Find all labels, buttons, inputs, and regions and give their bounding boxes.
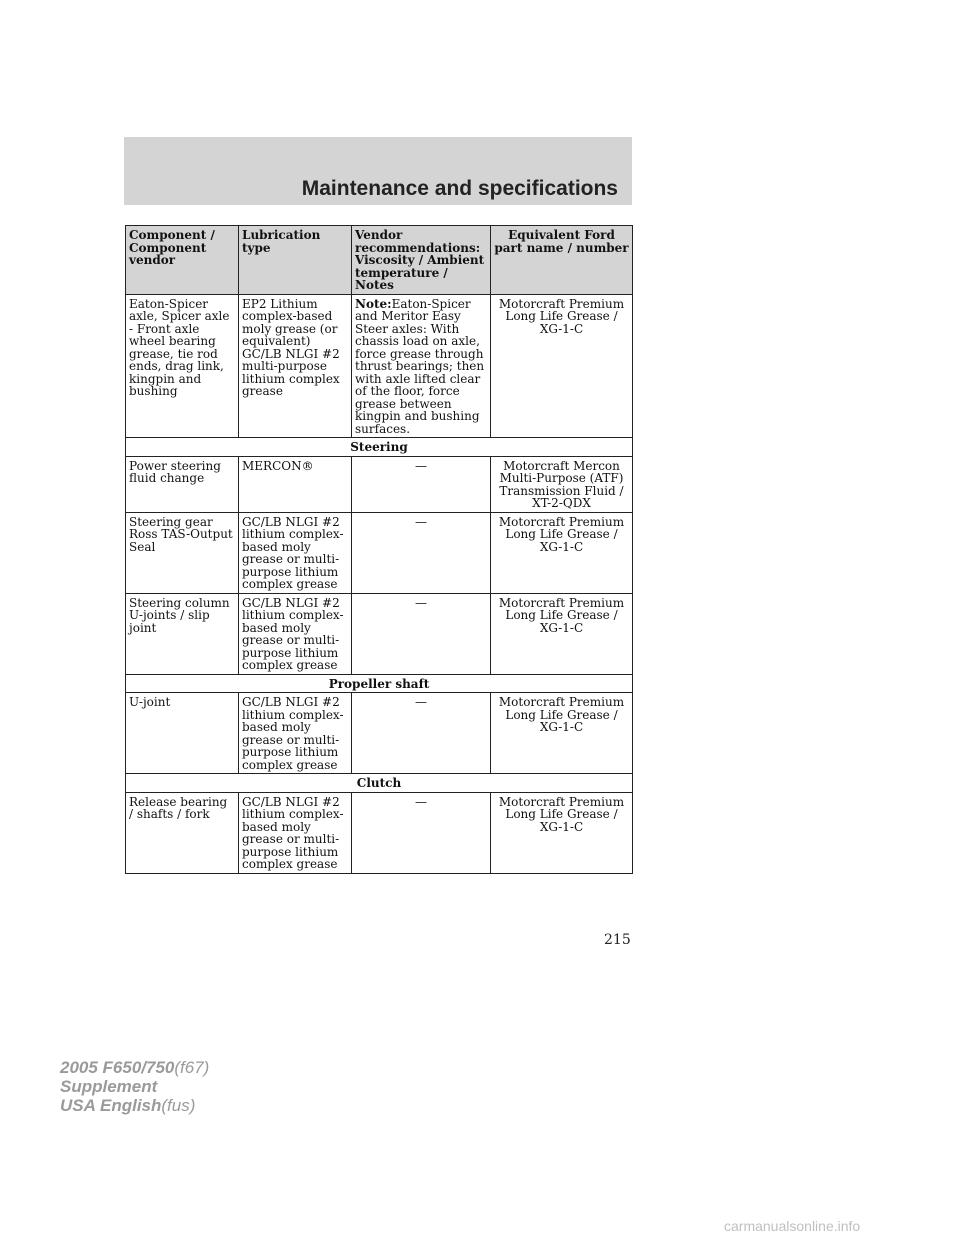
- column-header-lubrication: Lubrication type: [239, 226, 352, 295]
- cell-component: Power steering fluid change: [126, 456, 239, 512]
- cell-lubrication: GC/LB NLGI #2 lithium complex-based moly grease or multi-purpose lithium complex grease: [239, 593, 352, 674]
- table-row: [126, 693, 633, 774]
- cell-vendor: [352, 294, 491, 438]
- cell-lubrication: GC/LB NLGI #2 lithium complex-based moly grease or multi-purpose lithium complex grease: [239, 792, 352, 873]
- footer-model-code: (f67): [174, 1058, 210, 1077]
- cell-vendor: —: [352, 456, 491, 512]
- table-row: [126, 792, 633, 873]
- cell-lubrication: GC/LB NLGI #2 lithium complex-based moly grease or multi-purpose lithium complex grease: [239, 693, 352, 774]
- table-row: [126, 593, 633, 674]
- section-steering: Steering: [126, 438, 633, 457]
- column-header-component: Component / Component vendor: [126, 226, 239, 295]
- section-clutch: Clutch: [126, 774, 633, 793]
- cell-lubrication: EP2 Lithium complex-based moly grease (or equivalent) GC/LB NLGI #2 multi-purpose lithium complex grease: [239, 294, 352, 438]
- cell-ford-part: Motorcraft Premium Long Life Grease / XG-1-C: [491, 294, 633, 438]
- section-propeller-shaft: Propeller shaft: [126, 674, 633, 693]
- cell-lubrication: GC/LB NLGI #2 lithium complex-based moly grease or multi-purpose lithium complex grease: [239, 512, 352, 593]
- footer-lang-code: (fus): [161, 1096, 196, 1115]
- cell-ford-part: Motorcraft Premium Long Life Grease / XG-1-C: [491, 792, 633, 873]
- column-header-vendor: Vendor recommendations: Viscosity / Ambient temperature / Notes: [352, 226, 491, 295]
- cell-lubrication: MERCON®: [239, 456, 352, 512]
- cell-component: Eaton-Spicer axle, Spicer axle - Front axle wheel bearing grease, tie rod ends, drag link, kingpin and bushing: [126, 294, 239, 438]
- cell-vendor: —: [352, 593, 491, 674]
- cell-component: Steering gear Ross TAS-Output Seal: [126, 512, 239, 593]
- lubrication-spec-table: [125, 225, 633, 874]
- cell-component: Release bearing / shafts / fork: [126, 792, 239, 873]
- table-header-row: [126, 226, 633, 295]
- watermark: carmanualsonline.info: [724, 1218, 861, 1234]
- cell-vendor: —: [352, 792, 491, 873]
- footer-lang: USA English: [60, 1096, 162, 1115]
- section-row: [126, 438, 633, 457]
- cell-vendor: —: [352, 693, 491, 774]
- footer-model-line: [60, 1058, 209, 1077]
- section-row: [126, 774, 633, 793]
- cell-component: U-joint: [126, 693, 239, 774]
- footer-lang-line: [60, 1096, 209, 1115]
- note-label: Note:: [355, 296, 392, 311]
- cell-ford-part: Motorcraft Premium Long Life Grease / XG-1-C: [491, 693, 633, 774]
- cell-ford-part: Motorcraft Premium Long Life Grease / XG-1-C: [491, 593, 633, 674]
- footer-doc: Supplement: [60, 1077, 158, 1096]
- column-header-ford-part: Equivalent Ford part name / number: [491, 226, 633, 295]
- cell-component: Steering column U-joints / slip joint: [126, 593, 239, 674]
- header-band: [124, 137, 632, 205]
- table-row: [126, 456, 633, 512]
- document-footer: [60, 1058, 209, 1115]
- page-number: 215: [604, 932, 631, 948]
- page-title: Maintenance and specifications: [301, 177, 618, 200]
- note-text: Eaton-Spicer and Meritor Easy Steer axles: With chassis load on axle, force grease through thrust bearings; then with axle lifted clear of the floor, force grease between kingpin and bushing surfaces.: [355, 296, 485, 436]
- cell-vendor: —: [352, 512, 491, 593]
- section-row: [126, 674, 633, 693]
- table-row: [126, 512, 633, 593]
- cell-ford-part: Motorcraft Premium Long Life Grease / XG-1-C: [491, 512, 633, 593]
- table-row: [126, 294, 633, 438]
- cell-ford-part: Motorcraft Mercon Multi-Purpose (ATF) Transmission Fluid / XT-2-QDX: [491, 456, 633, 512]
- footer-model: 2005 F650/750: [60, 1058, 175, 1077]
